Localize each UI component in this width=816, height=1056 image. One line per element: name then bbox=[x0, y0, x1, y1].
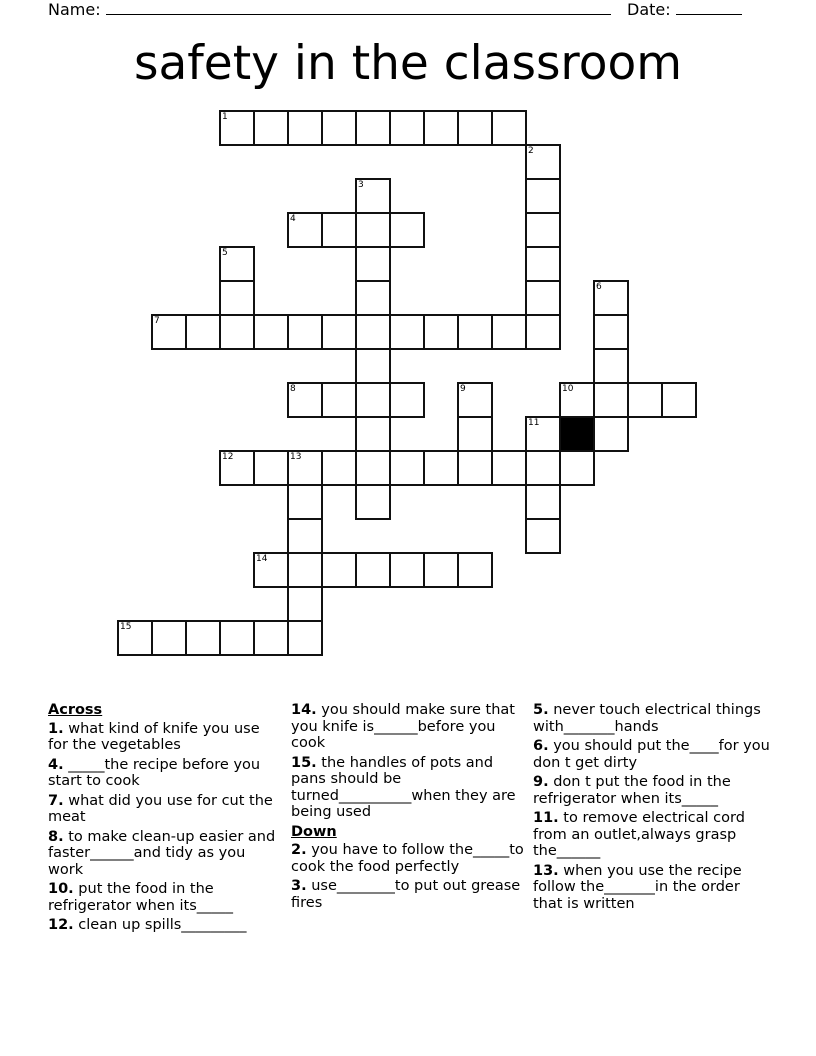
clue-across-14 bbox=[291, 702, 527, 752]
grid-cell[interactable] bbox=[287, 382, 323, 418]
grid-cell[interactable] bbox=[219, 450, 255, 486]
grid-cell[interactable] bbox=[117, 620, 153, 656]
grid-cell[interactable] bbox=[423, 110, 459, 146]
grid-cell[interactable] bbox=[457, 382, 493, 418]
clue-number: 5. bbox=[533, 702, 549, 718]
grid-cell[interactable] bbox=[321, 450, 357, 486]
clue-text: _____the recipe before you start to cook bbox=[48, 756, 261, 789]
clue-across-12 bbox=[48, 917, 276, 934]
grid-cell[interactable] bbox=[491, 314, 527, 350]
grid-cell[interactable] bbox=[593, 348, 629, 384]
clue-down-3 bbox=[291, 878, 527, 911]
grid-cell[interactable] bbox=[593, 382, 629, 418]
grid-cell[interactable] bbox=[151, 314, 187, 350]
grid-cell[interactable] bbox=[355, 110, 391, 146]
grid-cell[interactable] bbox=[219, 246, 255, 282]
grid-cell[interactable] bbox=[491, 110, 527, 146]
grid-cell[interactable] bbox=[389, 382, 425, 418]
cell-number: 15 bbox=[120, 622, 132, 632]
grid-cell[interactable] bbox=[525, 212, 561, 248]
clue-text: the handles of pots and pans should be turned__________when they are being used bbox=[291, 754, 516, 820]
cell-number: 7 bbox=[154, 316, 160, 326]
clue-text: never touch electrical things with_______hands bbox=[533, 702, 761, 735]
grid-cell[interactable] bbox=[389, 552, 425, 588]
down-heading: Down bbox=[291, 823, 337, 840]
grid-cell[interactable] bbox=[287, 586, 323, 622]
clue-text: you have to follow the_____to cook the food perfectly bbox=[291, 842, 524, 875]
clue-down-6 bbox=[533, 738, 773, 771]
clue-text: use________to put out grease fires bbox=[291, 878, 521, 911]
grid-cell[interactable] bbox=[457, 110, 493, 146]
grid-cell[interactable] bbox=[287, 450, 323, 486]
grid-cell[interactable] bbox=[219, 110, 255, 146]
clue-across-4 bbox=[48, 757, 276, 790]
grid-cell[interactable] bbox=[525, 484, 561, 520]
grid-cell[interactable] bbox=[559, 450, 595, 486]
cell-number: 14 bbox=[256, 554, 268, 564]
grid-cell[interactable] bbox=[355, 246, 391, 282]
clue-number: 2. bbox=[291, 842, 307, 858]
grid-cell[interactable] bbox=[253, 620, 289, 656]
grid-cell[interactable] bbox=[491, 450, 527, 486]
grid-cell[interactable] bbox=[253, 314, 289, 350]
clue-text: clean up spills_________ bbox=[78, 917, 247, 933]
clues-column-2 bbox=[291, 702, 527, 914]
grid-cell[interactable] bbox=[389, 450, 425, 486]
grid-cell[interactable] bbox=[355, 382, 391, 418]
grid-cell[interactable] bbox=[457, 416, 493, 452]
clue-down-11 bbox=[533, 810, 773, 860]
clue-text: don t put the food in the refrigerator when its_____ bbox=[533, 774, 731, 807]
cell-number: 8 bbox=[290, 384, 296, 394]
clue-text: put the food in the refrigerator when its_____ bbox=[48, 881, 234, 914]
clue-number: 1. bbox=[48, 720, 64, 737]
clue-text: what kind of knife you use for the vegetables bbox=[48, 720, 260, 753]
grid-cell[interactable] bbox=[525, 280, 561, 316]
grid-cell[interactable] bbox=[355, 348, 391, 384]
cell-number: 6 bbox=[596, 282, 602, 292]
clue-text: you should put the____for you don t get dirty bbox=[533, 738, 770, 771]
grid-cell[interactable] bbox=[457, 450, 493, 486]
cell-number: 9 bbox=[460, 384, 466, 394]
grid-cell[interactable] bbox=[423, 552, 459, 588]
grid-cell[interactable] bbox=[253, 450, 289, 486]
grid-cell[interactable] bbox=[525, 450, 561, 486]
grid-cell[interactable] bbox=[593, 280, 629, 316]
grid-cell[interactable] bbox=[525, 246, 561, 282]
clue-text: what did you use for cut the meat bbox=[48, 792, 273, 825]
grid-cell[interactable] bbox=[355, 280, 391, 316]
clue-number: 4. bbox=[48, 756, 64, 773]
clue-number: 15. bbox=[291, 754, 317, 771]
grid-cell[interactable] bbox=[185, 620, 221, 656]
grid-cell[interactable] bbox=[321, 110, 357, 146]
clue-text: when you use the recipe follow the_______in the order that is written bbox=[533, 862, 742, 912]
grid-cell[interactable] bbox=[525, 518, 561, 554]
grid-cell[interactable] bbox=[389, 110, 425, 146]
cell-number: 3 bbox=[358, 180, 364, 190]
page-title: safety in the classroom bbox=[133, 36, 683, 91]
grid-cell[interactable] bbox=[355, 484, 391, 520]
clue-down-2 bbox=[291, 842, 527, 875]
grid-cell[interactable] bbox=[287, 552, 323, 588]
clue-down-9 bbox=[533, 774, 773, 807]
clue-number: 8. bbox=[48, 828, 64, 845]
clue-across-1 bbox=[48, 721, 276, 754]
grid-cell[interactable] bbox=[457, 552, 493, 588]
grid-cell[interactable] bbox=[627, 382, 663, 418]
grid-cell[interactable] bbox=[389, 212, 425, 248]
grid-cell[interactable] bbox=[287, 314, 323, 350]
grid-cell[interactable] bbox=[287, 110, 323, 146]
clue-number: 11. bbox=[533, 810, 559, 826]
cell-number: 1 bbox=[222, 112, 228, 122]
grid-cell[interactable] bbox=[389, 314, 425, 350]
clue-number: 12. bbox=[48, 917, 74, 933]
grid-cell[interactable] bbox=[525, 144, 561, 180]
clue-across-8 bbox=[48, 829, 276, 879]
clue-number: 10. bbox=[48, 881, 74, 897]
clues-column-1 bbox=[48, 702, 276, 937]
cell-number: 13 bbox=[290, 452, 302, 462]
name-label: Name: bbox=[48, 0, 101, 19]
grid-cell[interactable] bbox=[593, 416, 629, 452]
clue-number: 6. bbox=[533, 738, 549, 754]
grid-cell[interactable] bbox=[219, 280, 255, 316]
cell-number: 12 bbox=[222, 452, 234, 462]
grid-cell[interactable] bbox=[457, 314, 493, 350]
grid-cell[interactable] bbox=[661, 382, 697, 418]
date-label: Date: bbox=[627, 0, 671, 19]
clue-text: to make clean-up easier and faster______and tidy as you work bbox=[48, 828, 276, 878]
grid-cell[interactable] bbox=[219, 314, 255, 350]
grid-cell[interactable] bbox=[321, 212, 357, 248]
grid-cell[interactable] bbox=[321, 382, 357, 418]
grid-cell[interactable] bbox=[423, 314, 459, 350]
grid-cell[interactable] bbox=[423, 450, 459, 486]
clue-number: 13. bbox=[533, 862, 559, 879]
grid-cell[interactable] bbox=[355, 416, 391, 452]
grid-cell[interactable] bbox=[355, 178, 391, 214]
clue-across-15 bbox=[291, 755, 527, 821]
grid-cell[interactable] bbox=[525, 178, 561, 214]
grid-cell[interactable] bbox=[559, 382, 595, 418]
clue-number: 14. bbox=[291, 702, 317, 718]
clue-number: 7. bbox=[48, 792, 64, 809]
grid-cell[interactable] bbox=[151, 620, 187, 656]
grid-cell[interactable] bbox=[253, 552, 289, 588]
clue-text: to remove electrical cord from an outlet,always grasp the______ bbox=[533, 810, 745, 859]
cell-number: 11 bbox=[528, 418, 540, 428]
grid-cell[interactable] bbox=[525, 416, 561, 452]
clue-across-10 bbox=[48, 881, 276, 914]
grid-cell[interactable] bbox=[185, 314, 221, 350]
grid-cell[interactable] bbox=[287, 212, 323, 248]
grid-cell[interactable] bbox=[287, 620, 323, 656]
cell-number: 10 bbox=[562, 384, 574, 394]
clues-column-3 bbox=[533, 702, 773, 915]
grid-cell[interactable] bbox=[321, 314, 357, 350]
grid-cell[interactable] bbox=[355, 314, 391, 350]
black-cell bbox=[559, 416, 595, 452]
grid-cell[interactable] bbox=[593, 314, 629, 350]
grid-cell[interactable] bbox=[355, 450, 391, 486]
across-heading: Across bbox=[48, 702, 103, 718]
clue-across-7 bbox=[48, 793, 276, 826]
grid-cell[interactable] bbox=[355, 552, 391, 588]
grid-cell[interactable] bbox=[287, 518, 323, 554]
grid-cell[interactable] bbox=[219, 620, 255, 656]
clue-number: 9. bbox=[533, 774, 549, 790]
clue-down-5 bbox=[533, 702, 773, 735]
clue-down-13 bbox=[533, 863, 773, 913]
grid-cell[interactable] bbox=[321, 552, 357, 588]
grid-cell[interactable] bbox=[287, 484, 323, 520]
cell-number: 4 bbox=[290, 214, 296, 224]
grid-cell[interactable] bbox=[355, 212, 391, 248]
grid-cell[interactable] bbox=[525, 314, 561, 350]
grid-cell[interactable] bbox=[253, 110, 289, 146]
cell-number: 5 bbox=[222, 248, 228, 258]
cell-number: 2 bbox=[528, 146, 534, 156]
clue-text: you should make sure that you knife is______before you cook bbox=[291, 702, 515, 751]
clue-number: 3. bbox=[291, 878, 307, 894]
